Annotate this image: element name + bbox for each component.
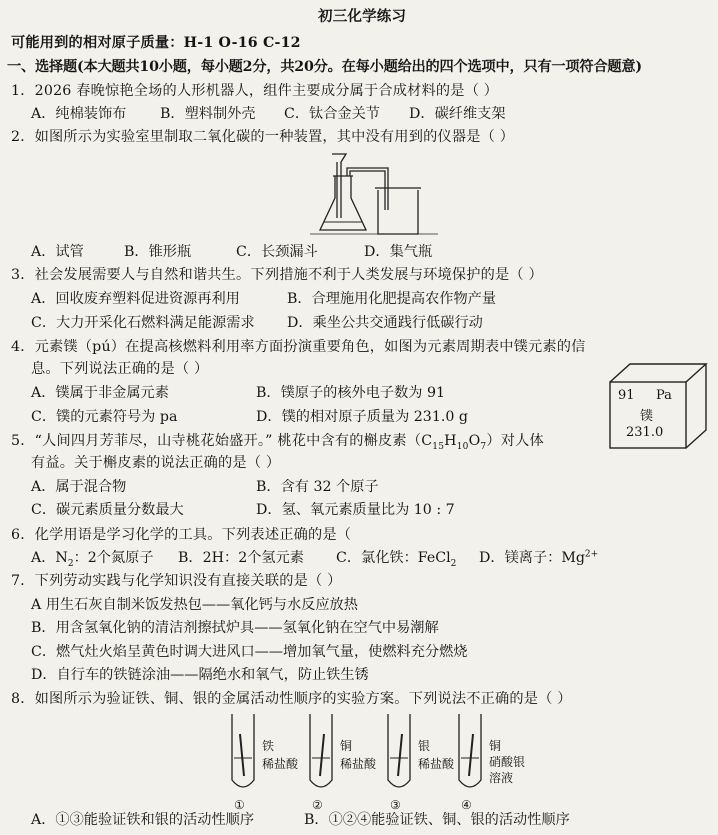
q8-stem: 8．如图所示为验证铁、铜、银的金属活动性顺序的实验方案。下列说法不正确的是（ ） xyxy=(11,691,572,707)
tube-4-label: ④ xyxy=(461,798,472,812)
q6-d-text: D．镁离子：Mg xyxy=(479,550,585,566)
q5-option-b[interactable]: B．含有 32 个原子 xyxy=(256,479,379,495)
formula-h-count: 10 xyxy=(456,441,469,452)
element-symbol: Pa xyxy=(656,388,672,403)
tube-3-metal: 银 xyxy=(418,739,431,753)
q7-stem: 7．下列劳动实践与化学知识没有直接关联的是（ ） xyxy=(11,573,342,589)
element-name: 镤 xyxy=(640,409,654,424)
q1-option-d[interactable]: D．碳纤维支架 xyxy=(409,106,506,122)
formula-o-count: 7 xyxy=(480,441,487,452)
q3-option-a[interactable]: A．回收废弃塑料促进资源再利用 xyxy=(31,291,240,307)
q4-option-a[interactable]: A．镤属于非金属元素 xyxy=(31,385,169,401)
q5-option-c[interactable]: C．碳元素质量分数最大 xyxy=(31,502,184,518)
q6-a-text: A．N xyxy=(31,550,68,566)
q3-option-c[interactable]: C．大力开采化石燃料满足能源需求 xyxy=(31,315,255,331)
q4-option-c[interactable]: C．镤的元素符号为 pa xyxy=(31,409,178,425)
q6-c-sub: 2 xyxy=(450,558,457,569)
formula-c-count: 15 xyxy=(432,441,445,452)
q4-option-d[interactable]: D．镤的相对原子质量为 231.0 g xyxy=(256,409,468,425)
tube-3-liquid: 稀盐酸 xyxy=(418,757,455,771)
q2-option-a[interactable]: A．试管 xyxy=(31,244,84,260)
q6-stem: 6．化学用语是学习化学的工具。下列表述正确的是（ xyxy=(11,527,352,543)
tube-4-metal: 铜 xyxy=(489,739,502,753)
q4-stem-line2: 息。下列说法正确的是（ ） xyxy=(31,361,209,377)
element-atomic-mass: 231.0 xyxy=(626,425,664,440)
q6-a-sub: 2 xyxy=(67,558,74,569)
page-title: 初三化学练习 xyxy=(318,8,407,25)
test-tube-3-figure xyxy=(384,714,414,792)
q7-option-d[interactable]: D．自行车的铁链涂油——隔绝水和氧气，防止铁生锈 xyxy=(31,667,369,683)
q6-option-c[interactable] xyxy=(336,548,456,568)
element-atomic-number: 91 xyxy=(618,388,635,403)
q3-option-b[interactable]: B．合理施用化肥提高农作物产量 xyxy=(287,291,497,307)
q1-option-a[interactable]: A．纯棉装饰布 xyxy=(31,106,127,122)
tube-4-liquid: 硝酸银 xyxy=(489,755,526,769)
q7-option-a[interactable]: A 用生石灰自制米饭发热包——氧化钙与水反应放热 xyxy=(31,597,358,613)
q7-option-c[interactable]: C．燃气灶火焰呈黄色时调大进风口——增加氧气量，使燃料充分燃烧 xyxy=(31,644,468,660)
q8-option-a[interactable]: A．①③能验证铁和银的活动性顺序 xyxy=(31,812,255,828)
element-cell xyxy=(612,383,690,445)
q5-stem-line2: 有益。关于槲皮素的说法正确的是（ ） xyxy=(31,455,281,471)
q6-c-text: C．氯化铁：FeCl xyxy=(336,550,451,566)
q6-option-a[interactable] xyxy=(31,548,154,568)
q5-option-a[interactable]: A．属于混合物 xyxy=(31,479,127,495)
q7-option-b[interactable]: B．用含氢氧化钠的清洁剂擦拭炉具——氢氧化钠在空气中易潮解 xyxy=(31,620,439,636)
tube-3-label: ③ xyxy=(390,798,401,812)
q8-option-b[interactable]: B．①②④能验证铁、铜、银的活动性顺序 xyxy=(304,812,570,828)
q3-stem: 3．社会发展需要人与自然和谐共生。下列措施不利于人类发展与环境保护的是（ ） xyxy=(11,267,543,283)
q2-option-b[interactable]: B．锥形瓶 xyxy=(124,244,192,260)
co2-apparatus-figure xyxy=(310,148,440,238)
q1-option-c[interactable]: C．钛合金关节 xyxy=(284,106,380,122)
test-tube-1-figure xyxy=(228,714,258,792)
tube-2-liquid: 稀盐酸 xyxy=(340,757,377,771)
tube-2-metal: 铜 xyxy=(340,739,353,753)
tube-1-liquid: 稀盐酸 xyxy=(262,757,299,771)
q6-option-d[interactable] xyxy=(479,548,598,568)
test-tube-2-figure xyxy=(306,714,336,792)
q3-option-d[interactable]: D．乘坐公共交通践行低碳行动 xyxy=(287,315,483,331)
tube-2-label: ② xyxy=(312,798,323,812)
atomic-mass-note: 可能用到的相对原子质量：H-1 O-16 C-12 xyxy=(11,35,301,51)
q1-stem: 1．2026 春晚惊艳全场的人形机器人，组件主要成分属于合成材料的是（ ） xyxy=(11,83,499,99)
q5-stem-line1 xyxy=(11,431,544,451)
q4-option-b[interactable]: B．镤原子的核外电子数为 91 xyxy=(256,385,446,401)
tube-1-label: ① xyxy=(234,798,245,812)
q2-option-c[interactable]: C．长颈漏斗 xyxy=(236,244,318,260)
q2-stem: 2．如图所示为实验室里制取二氧化碳的一种装置，其中没有用到的仪器是（ ） xyxy=(11,129,515,145)
q6-d-sup: 2+ xyxy=(584,549,599,560)
q2-option-d[interactable]: D．集气瓶 xyxy=(364,244,433,260)
tube-1-metal: 铁 xyxy=(262,739,275,753)
q4-stem-line1: 4．元素镤（pú）在提高核燃料利用率方面扮演重要角色，如图为元素周期表中镤元素的信 xyxy=(11,339,586,355)
formula-h: H xyxy=(444,433,457,449)
test-tube-4-figure xyxy=(455,714,485,792)
section-heading: 一、选择题(本大题共10小题，每小题2分，共20分。在每小题给出的四个选项中，只有一项符合题意) xyxy=(7,59,642,75)
q6-option-b[interactable]: B．2H：2个氢元素 xyxy=(178,550,304,566)
q5-option-d[interactable]: D．氢、氧元素质量比为 10 : 7 xyxy=(256,502,455,518)
q5-stem-tail: ）对人体 xyxy=(486,433,544,449)
q1-option-b[interactable]: B．塑料制外壳 xyxy=(160,106,256,122)
q5-stem-text: 5．“人间四月芳菲尽，山寺桃花始盛开。” 桃花中含有的槲皮素（C xyxy=(11,433,433,449)
formula-o: O xyxy=(468,433,481,449)
tube-4-liquid-2: 溶液 xyxy=(489,771,514,785)
q6-a-tail: ：2个氮原子 xyxy=(73,550,154,566)
